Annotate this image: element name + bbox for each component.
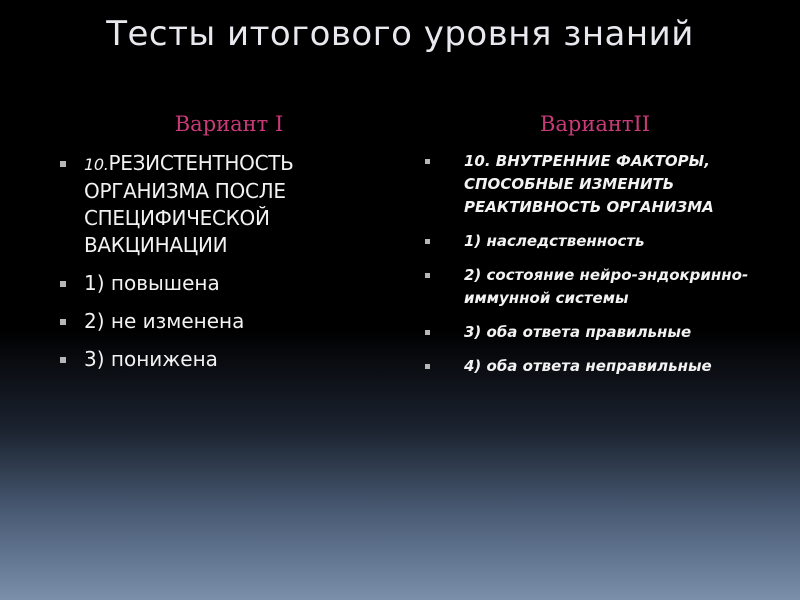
answer-text: 1) наследственность	[464, 232, 645, 250]
slide-title: Тесты итогового уровня знаний	[106, 14, 694, 54]
bullet-icon	[425, 273, 430, 278]
variant-1-answer	[44, 270, 394, 297]
variant-2-question	[420, 150, 770, 219]
answer-text: 4) оба ответа неправильные	[464, 357, 712, 375]
variant-1-heading: Вариант I	[174, 112, 284, 136]
bullet-icon	[425, 239, 430, 244]
question-text: РЕЗИСТЕНТНОСТЬ ОРГАНИЗМА ПОСЛЕ СПЕЦИФИЧЕСКОЙ ВАКЦИНАЦИИ	[84, 151, 294, 257]
answer-text: 3) оба ответа правильные	[464, 323, 692, 341]
bullet-icon	[425, 159, 430, 164]
bullet-icon	[425, 330, 430, 335]
variant-1-column	[44, 112, 394, 384]
bullet-icon	[60, 161, 66, 167]
question-text: 10. ВНУТРЕННИЕ ФАКТОРЫ, СПОСОБНЫЕ ИЗМЕНИТЬ РЕАКТИВНОСТЬ ОРГАНИЗМА	[464, 152, 714, 216]
bullet-icon	[425, 364, 430, 369]
question-number: 10.	[84, 155, 109, 174]
answer-text: 2) состояние нейро-эндокринно-иммунной системы	[464, 266, 749, 307]
bullet-icon	[60, 319, 66, 325]
bullet-icon	[60, 357, 66, 363]
answer-text: 3) понижена	[84, 347, 218, 371]
variant-2-answer	[420, 230, 770, 253]
variant-1-list	[44, 150, 394, 373]
answer-text: 1) повышена	[84, 271, 220, 295]
variant-1-answer	[44, 308, 394, 335]
variant-1-answer	[44, 346, 394, 373]
variant-2-column	[420, 112, 770, 389]
answer-text: 2) не изменена	[84, 309, 245, 333]
variant-2-answer	[420, 264, 770, 310]
bullet-icon	[60, 281, 66, 287]
variant-2-answer	[420, 355, 770, 378]
variant-2-list	[420, 150, 770, 378]
variant-2-answer	[420, 321, 770, 344]
variant-2-heading: ВариантII	[539, 112, 651, 136]
variant-1-question	[44, 150, 394, 259]
